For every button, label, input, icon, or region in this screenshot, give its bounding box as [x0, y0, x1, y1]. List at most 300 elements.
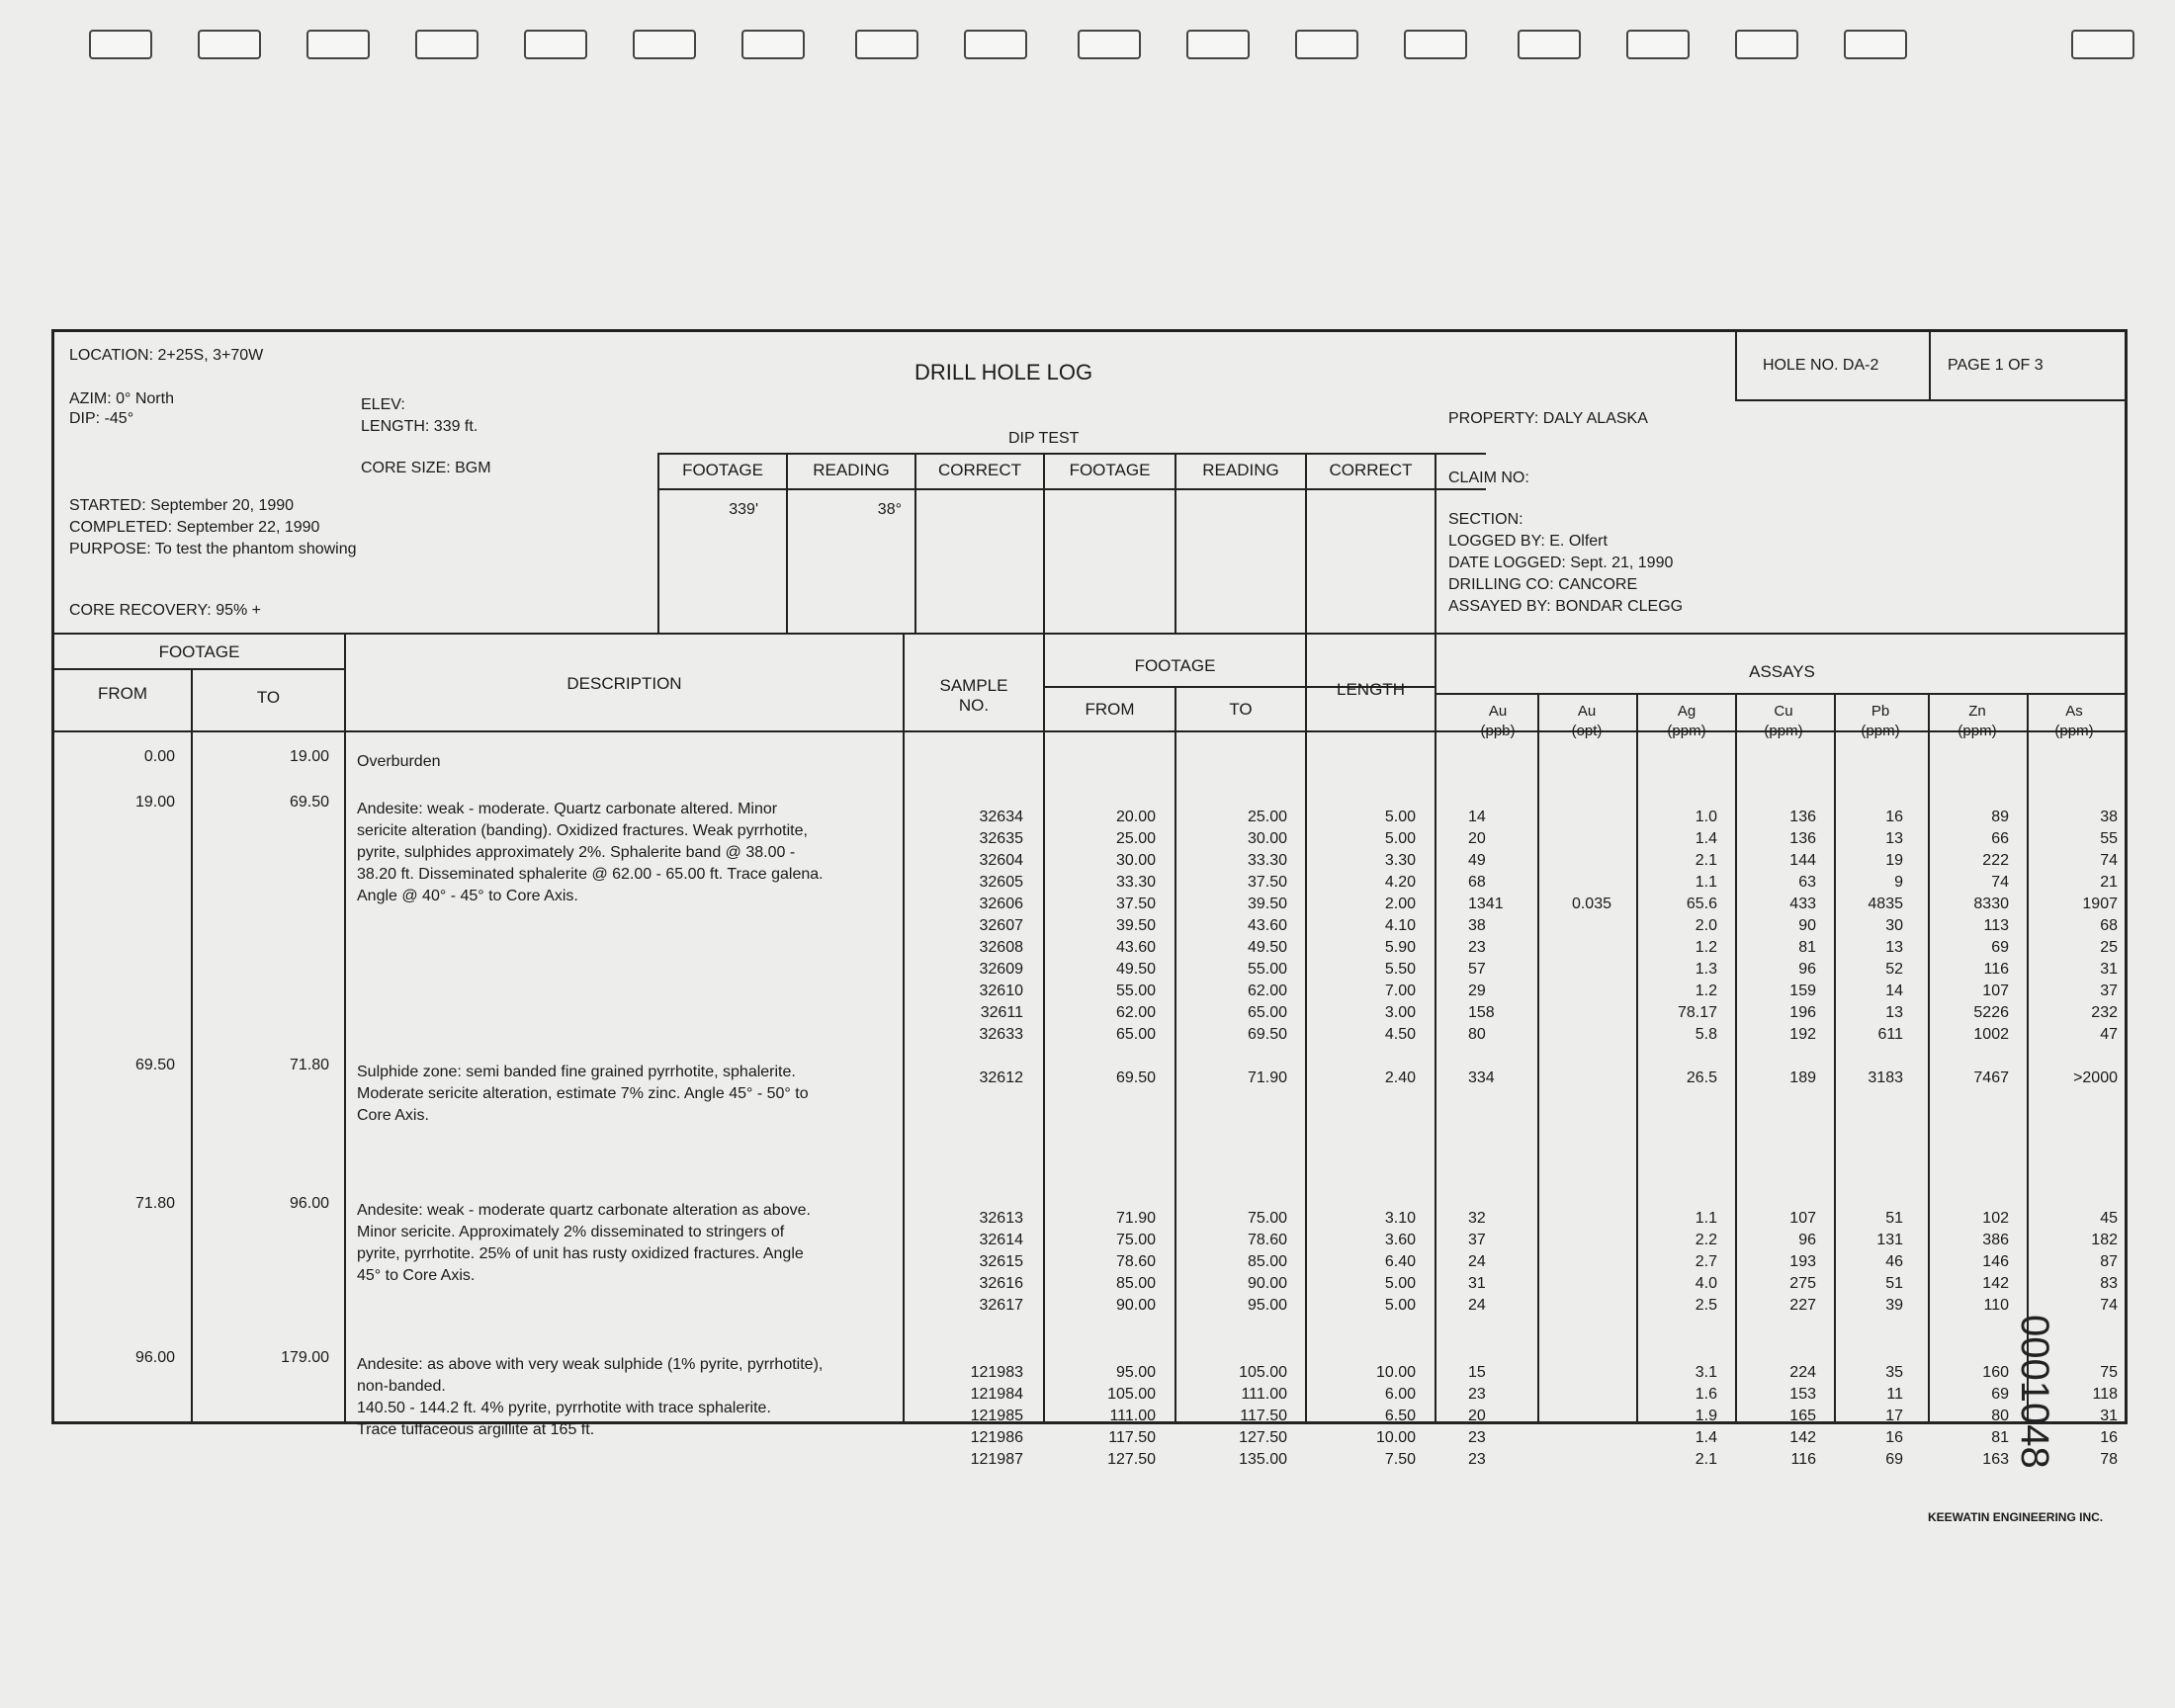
sample-col-auopt — [1542, 1068, 1611, 1089]
sample-to: 127.50 — [1239, 1429, 1287, 1446]
col-zn: Zn (ppm) — [1958, 703, 1997, 739]
sample-to: 37.50 — [1247, 874, 1287, 891]
unit-description: Overburden — [357, 753, 441, 770]
sample-ag: 3.1 — [1695, 1364, 1717, 1381]
sample-from: 127.50 — [1107, 1451, 1156, 1468]
sample-to: 69.50 — [1247, 1026, 1287, 1043]
sample-zn: 66 — [1991, 830, 2009, 847]
col-as: As (ppm) — [2054, 703, 2094, 739]
sample-no: 32605 — [979, 874, 1023, 891]
unit-description: Andesite: weak - moderate quartz carbonate alteration as above. Minor sericite. Approximately 2% disseminated to stringers of pyrite, pyrrhotite. 25% of unit has rusty oxidized fractures. Angle 45° to Core Axis. — [357, 1202, 811, 1284]
sample-no: 32614 — [979, 1232, 1023, 1248]
sample-from: 69.50 — [1115, 1069, 1156, 1086]
sample-au: 32 — [1468, 1210, 1486, 1227]
sample-zn: 107 — [1982, 982, 2009, 999]
sample-cu: 159 — [1789, 982, 1816, 999]
sample-from: 90.00 — [1115, 1297, 1156, 1314]
dip: DIP: -45° — [69, 410, 134, 427]
sample-to: 105.00 — [1239, 1364, 1287, 1381]
sample-as: 83 — [2100, 1275, 2118, 1292]
sample-zn: 81 — [1991, 1429, 2009, 1446]
sample-len: 4.50 — [1384, 1026, 1416, 1043]
unit-to: 69.50 — [289, 794, 329, 811]
sample-no: 32612 — [979, 1069, 1023, 1086]
sample-col-as — [2027, 1208, 2118, 1317]
sample-ag: 1.1 — [1695, 1210, 1717, 1227]
sample-zn: 160 — [1982, 1364, 2009, 1381]
sample-cu: 189 — [1789, 1069, 1816, 1086]
sample-cu: 136 — [1789, 809, 1816, 825]
sample-no: 32609 — [979, 961, 1023, 978]
sample-to: 65.00 — [1247, 1004, 1287, 1021]
sample-col-from — [1045, 807, 1156, 1046]
sample-ag: 1.2 — [1695, 939, 1717, 956]
sample-col-zn — [1928, 1068, 2009, 1089]
sample-as: 78 — [2100, 1451, 2118, 1468]
sample-no: 32616 — [979, 1275, 1023, 1292]
col-sample-no: SAMPLE NO. — [939, 676, 1008, 715]
sample-col-no — [944, 1208, 1023, 1317]
sample-as: 75 — [2100, 1364, 2118, 1381]
sample-auopt — [1542, 1362, 1611, 1384]
sample-col-zn — [1928, 1362, 2009, 1471]
sample-cu: 433 — [1789, 896, 1816, 912]
sample-auopt — [1542, 1295, 1611, 1317]
sample-from: 62.00 — [1115, 1004, 1156, 1021]
sample-zn: 102 — [1982, 1210, 2009, 1227]
sample-zn: 386 — [1982, 1232, 2009, 1248]
azimuth: AZIM: 0° North — [69, 390, 174, 407]
sample-cu: 96 — [1798, 1232, 1816, 1248]
sample-len: 3.10 — [1384, 1210, 1416, 1227]
sample-cu: 224 — [1789, 1364, 1816, 1381]
sample-pb: 11 — [1886, 1386, 1903, 1403]
sample-pb: 19 — [1885, 852, 1903, 869]
sample-col-ag — [1636, 1362, 1717, 1471]
sample-from: 65.00 — [1115, 1026, 1156, 1043]
sample-from: 43.60 — [1115, 939, 1156, 956]
sample-zn: 69 — [1991, 1386, 2009, 1403]
sample-to: 33.30 — [1247, 852, 1287, 869]
sample-col-no — [944, 807, 1023, 1046]
sample-to: 85.00 — [1247, 1253, 1287, 1270]
sample-to: 49.50 — [1247, 939, 1287, 956]
sample-as: 1907 — [2082, 896, 2118, 912]
sample-len: 5.00 — [1384, 1275, 1416, 1292]
sample-ag: 2.1 — [1695, 1451, 1717, 1468]
sample-col-pb — [1834, 1068, 1903, 1089]
sample-len: 5.90 — [1384, 939, 1416, 956]
sample-col-ag — [1636, 1068, 1717, 1089]
sample-no: 32634 — [979, 809, 1023, 825]
sample-ag: 1.1 — [1695, 874, 1717, 891]
sample-zn: 142 — [1982, 1275, 2009, 1292]
sample-zn: 113 — [1983, 917, 2009, 934]
sample-cu: 275 — [1789, 1275, 1816, 1292]
sample-au: 38 — [1468, 917, 1486, 934]
sample-from: 105.00 — [1107, 1386, 1156, 1403]
sample-pb: 3183 — [1868, 1069, 1903, 1086]
sample-from: 49.50 — [1115, 961, 1156, 978]
sample-ag: 1.9 — [1695, 1408, 1717, 1424]
sample-col-len — [1307, 1362, 1416, 1471]
col-from: FROM — [97, 684, 148, 703]
sample-ag: 26.5 — [1686, 1069, 1717, 1086]
sample-no: 32617 — [979, 1297, 1023, 1314]
sample-auopt — [1542, 1406, 1611, 1427]
col-au-opt: Au (opt) — [1571, 703, 1603, 739]
sample-as: 45 — [2100, 1210, 2118, 1227]
sample-ag: 2.2 — [1695, 1232, 1717, 1248]
sample-as: 74 — [2100, 1297, 2118, 1314]
unit-from: 19.00 — [134, 794, 175, 811]
location: LOCATION: 2+25S, 3+70W — [69, 347, 264, 364]
sample-from: 71.90 — [1115, 1210, 1156, 1227]
col-cu: Cu (ppm) — [1764, 703, 1803, 739]
sample-col-auopt — [1542, 1362, 1611, 1471]
sample-no: 32610 — [979, 982, 1023, 999]
sample-cu: 81 — [1798, 939, 1816, 956]
sample-to: 78.60 — [1247, 1232, 1287, 1248]
sample-ag: 65.6 — [1686, 896, 1717, 912]
sample-ag: 4.0 — [1695, 1275, 1717, 1292]
sample-len: 10.00 — [1375, 1429, 1416, 1446]
sample-no: 121986 — [970, 1429, 1023, 1446]
sample-cu: 96 — [1798, 961, 1816, 978]
sample-cu: 153 — [1789, 1386, 1816, 1403]
core-size: CORE SIZE: BGM — [361, 460, 491, 476]
unit-to: 19.00 — [289, 748, 329, 765]
col-length: LENGTH — [1337, 680, 1405, 699]
unit-description: Andesite: as above with very weak sulphide (1% pyrite, pyrrhotite), non-banded. 140.50 - 144.2 ft. 4% pyrite, pyrrhotite with trace sphalerite. Trace tuffaceous argillite at 165 ft. — [357, 1356, 824, 1438]
sample-ag: 1.0 — [1695, 809, 1717, 825]
claim-number: CLAIM NO: — [1448, 470, 1529, 486]
sample-zn: 80 — [1991, 1408, 2009, 1424]
sample-len: 6.40 — [1384, 1253, 1416, 1270]
unit-from: 0.00 — [143, 748, 175, 765]
sample-pb: 35 — [1885, 1364, 1903, 1381]
sample-to: 71.90 — [1247, 1069, 1287, 1086]
sample-len: 6.00 — [1384, 1386, 1416, 1403]
sample-no: 32613 — [979, 1210, 1023, 1227]
sample-au: 24 — [1468, 1253, 1486, 1270]
sample-from: 85.00 — [1115, 1275, 1156, 1292]
unit-from: 71.80 — [134, 1195, 175, 1212]
sample-len: 5.00 — [1384, 1297, 1416, 1314]
sample-col-ag — [1636, 807, 1717, 1046]
drilling-company: DRILLING CO: CANCORE — [1448, 576, 1638, 593]
sample-col-as — [2027, 1068, 2118, 1089]
sample-to: 111.00 — [1241, 1386, 1287, 1403]
sample-pb: 13 — [1885, 1004, 1903, 1021]
sample-col-au — [1468, 807, 1527, 1046]
sample-to: 25.00 — [1247, 809, 1287, 825]
sample-auopt — [1542, 1427, 1611, 1449]
col-sample-to: TO — [1229, 700, 1253, 719]
sample-col-no — [944, 1068, 1023, 1089]
sample-pb: 131 — [1876, 1232, 1903, 1248]
sample-zn: 163 — [1982, 1451, 2009, 1468]
sample-ag: 1.4 — [1695, 830, 1717, 847]
sample-col-auopt — [1542, 807, 1611, 1046]
sample-zn: 110 — [1983, 1297, 2009, 1314]
unit-to: 179.00 — [281, 1349, 329, 1366]
sample-as: 37 — [2100, 982, 2118, 999]
sample-as: 55 — [2100, 830, 2118, 847]
sample-auopt — [1542, 1230, 1611, 1251]
sample-no: 32615 — [979, 1253, 1023, 1270]
completed: COMPLETED: September 22, 1990 — [69, 519, 320, 536]
sample-no: 121983 — [970, 1364, 1023, 1381]
sample-auopt — [1542, 1273, 1611, 1295]
section: SECTION: — [1448, 511, 1523, 528]
sample-cu: 165 — [1789, 1408, 1816, 1424]
dip-reading-value: 38° — [877, 501, 902, 518]
sample-len: 5.00 — [1384, 809, 1416, 825]
sample-from: 75.00 — [1115, 1232, 1156, 1248]
col-assays: ASSAYS — [1749, 662, 1815, 681]
sample-col-to — [1176, 807, 1287, 1046]
sample-col-auopt — [1542, 1208, 1611, 1317]
sample-col-len — [1307, 1068, 1416, 1089]
col-footage: FOOTAGE — [158, 642, 240, 661]
sample-to: 62.00 — [1247, 982, 1287, 999]
unit-description: Andesite: weak - moderate. Quartz carbonate altered. Minor sericite alteration (banding). Oxidized fractures. Weak pyrrhotite, pyrite, sulphides approximately 2%. Sphalerite band @ 38.00 - 38.20 ft. Disseminated sphalerite @ 62.00 - 65.00 ft. Trace galena. Angle @ 40° - 45° to Core Axis. — [357, 801, 824, 904]
sample-cu: 144 — [1789, 852, 1816, 869]
sample-to: 75.00 — [1247, 1210, 1287, 1227]
sample-from: 25.00 — [1115, 830, 1156, 847]
sample-pb: 16 — [1885, 809, 1903, 825]
sample-col-zn — [1928, 807, 2009, 1046]
sample-pb: 46 — [1885, 1253, 1903, 1270]
sample-as: 31 — [2100, 961, 2118, 978]
purpose: PURPOSE: To test the phantom showing — [69, 541, 357, 557]
sample-auopt — [1542, 1068, 1611, 1089]
sample-no: 32604 — [979, 852, 1023, 869]
sample-ag: 1.3 — [1695, 961, 1717, 978]
sample-ag: 1.4 — [1695, 1429, 1717, 1446]
sample-as: 232 — [2091, 1004, 2118, 1021]
sample-ag: 1.2 — [1695, 982, 1717, 999]
logged-by: LOGGED BY: E. Olfert — [1448, 533, 1608, 550]
sample-len: 10.00 — [1375, 1364, 1416, 1381]
sample-pb: 4835 — [1868, 896, 1903, 912]
sample-as: 16 — [2100, 1429, 2118, 1446]
elevation: ELEV: — [361, 396, 405, 413]
sample-ag: 78.17 — [1677, 1004, 1717, 1021]
sample-to: 30.00 — [1247, 830, 1287, 847]
sample-as: 74 — [2100, 852, 2118, 869]
sample-ag: 2.5 — [1695, 1297, 1717, 1314]
sample-zn: 146 — [1982, 1253, 2009, 1270]
sample-from: 55.00 — [1115, 982, 1156, 999]
sample-len: 6.50 — [1384, 1408, 1416, 1424]
sample-au: 20 — [1468, 1408, 1486, 1424]
sample-pb: 611 — [1877, 1026, 1903, 1043]
sample-au: 29 — [1468, 982, 1486, 999]
sample-pb: 51 — [1885, 1275, 1903, 1292]
sample-auopt — [1542, 1384, 1611, 1406]
sample-au: 68 — [1468, 874, 1486, 891]
hole-number: HOLE NO. DA-2 — [1763, 357, 1879, 374]
sample-len: 3.30 — [1384, 852, 1416, 869]
sample-no: 32635 — [979, 830, 1023, 847]
sample-zn: 69 — [1991, 939, 2009, 956]
sample-len: 7.00 — [1384, 982, 1416, 999]
sample-no: 121987 — [970, 1451, 1023, 1468]
sample-auopt — [1542, 850, 1611, 872]
core-recovery: CORE RECOVERY: 95% + — [69, 602, 261, 619]
sample-au: 14 — [1468, 809, 1486, 825]
dip-test-title: DIP TEST — [1008, 430, 1080, 447]
sample-col-au — [1468, 1362, 1527, 1471]
sample-as: 118 — [2092, 1386, 2118, 1403]
sample-auopt — [1542, 1002, 1611, 1024]
sample-auopt — [1542, 1208, 1611, 1230]
col-pb: Pb (ppm) — [1861, 703, 1900, 739]
sample-au: 23 — [1468, 939, 1486, 956]
sample-zn: 7467 — [1973, 1069, 2009, 1086]
sample-zn: 5226 — [1973, 1004, 2009, 1021]
date-logged: DATE LOGGED: Sept. 21, 1990 — [1448, 555, 1674, 571]
sample-as: 68 — [2100, 917, 2118, 934]
sample-as: 47 — [2100, 1026, 2118, 1043]
sample-au: 80 — [1468, 1026, 1486, 1043]
sample-col-pb — [1834, 1362, 1903, 1471]
sample-as: 38 — [2100, 809, 2118, 825]
sample-to: 39.50 — [1247, 896, 1287, 912]
sample-col-cu — [1735, 1362, 1816, 1471]
dip-col-footage-2: FOOTAGE — [1069, 461, 1151, 479]
dip-col-correct-2: CORRECT — [1329, 461, 1413, 479]
sample-as: 87 — [2100, 1253, 2118, 1270]
sample-zn: 89 — [1991, 809, 2009, 825]
unit-from: 96.00 — [134, 1349, 175, 1366]
sample-pb: 30 — [1885, 917, 1903, 934]
col-sample-footage: FOOTAGE — [1134, 656, 1216, 675]
sample-au: 1341 — [1468, 896, 1504, 912]
sample-cu: 142 — [1789, 1429, 1816, 1446]
sample-au: 57 — [1468, 961, 1486, 978]
sample-col-to — [1176, 1362, 1287, 1471]
dip-col-reading-1: READING — [813, 461, 890, 479]
sample-zn: 8330 — [1973, 896, 2009, 912]
sample-zn: 1002 — [1973, 1026, 2009, 1043]
sample-au: 20 — [1468, 830, 1486, 847]
sample-pb: 16 — [1885, 1429, 1903, 1446]
hole-length: LENGTH: 339 ft. — [361, 418, 478, 435]
dip-col-footage-1: FOOTAGE — [682, 461, 763, 479]
sample-cu: 196 — [1789, 1004, 1816, 1021]
sample-auopt — [1542, 1251, 1611, 1273]
sample-from: 39.50 — [1115, 917, 1156, 934]
sample-auopt — [1542, 807, 1611, 828]
sample-from: 111.00 — [1109, 1408, 1156, 1424]
sample-no: 32608 — [979, 939, 1023, 956]
sample-pb: 14 — [1885, 982, 1903, 999]
sample-col-len — [1307, 1208, 1416, 1317]
sample-len: 5.00 — [1384, 830, 1416, 847]
sample-cu: 136 — [1789, 830, 1816, 847]
unit-to: 96.00 — [289, 1195, 329, 1212]
started: STARTED: September 20, 1990 — [69, 497, 295, 514]
sample-no: 32633 — [979, 1026, 1023, 1043]
sample-pb: 9 — [1894, 874, 1903, 891]
sample-from: 78.60 — [1115, 1253, 1156, 1270]
sample-ag: 2.1 — [1695, 852, 1717, 869]
sample-auopt: 0.035 — [1571, 896, 1611, 912]
sample-au: 23 — [1468, 1451, 1486, 1468]
drill-hole-log-sheet — [51, 329, 2128, 1468]
sample-len: 3.60 — [1384, 1232, 1416, 1248]
sample-cu: 192 — [1789, 1026, 1816, 1043]
sample-col-as — [2027, 807, 2118, 1046]
sample-au: 334 — [1468, 1069, 1495, 1086]
sample-auopt — [1542, 959, 1611, 981]
sample-pb: 13 — [1885, 939, 1903, 956]
sample-col-len — [1307, 807, 1416, 1046]
sample-to: 135.00 — [1239, 1451, 1287, 1468]
sample-au: 49 — [1468, 852, 1486, 869]
sample-au: 158 — [1468, 1004, 1495, 1021]
sample-pb: 13 — [1885, 830, 1903, 847]
sample-from: 20.00 — [1115, 809, 1156, 825]
unit-description: Sulphide zone: semi banded fine grained pyrrhotite, sphalerite. Moderate sericite alteration, estimate 7% zinc. Angle 45° - 50° to Core Axis. — [357, 1064, 809, 1124]
sample-zn: 74 — [1991, 874, 2009, 891]
sample-len: 5.50 — [1384, 961, 1416, 978]
sample-to: 117.50 — [1240, 1408, 1287, 1424]
sample-col-cu — [1735, 807, 1816, 1046]
dip-footage-value: 339' — [729, 501, 758, 518]
sample-col-cu — [1735, 1208, 1816, 1317]
sample-auopt — [1542, 915, 1611, 937]
sample-col-zn — [1928, 1208, 2009, 1317]
property: PROPERTY: DALY ALASKA — [1448, 410, 1648, 427]
sample-cu: 227 — [1789, 1297, 1816, 1314]
sample-as: >2000 — [2073, 1069, 2118, 1086]
document-stamp: 0001048 — [2013, 1315, 2056, 1469]
dip-col-reading-2: READING — [1202, 461, 1279, 479]
sample-from: 95.00 — [1115, 1364, 1156, 1381]
sample-au: 23 — [1468, 1429, 1486, 1446]
dip-col-correct-1: CORRECT — [937, 461, 1022, 479]
sample-from: 33.30 — [1115, 874, 1156, 891]
col-description: DESCRIPTION — [566, 674, 682, 693]
sample-as: 31 — [2100, 1408, 2118, 1424]
sample-to: 95.00 — [1247, 1297, 1287, 1314]
sample-to: 43.60 — [1247, 917, 1287, 934]
page-title: DRILL HOLE LOG — [914, 360, 1093, 384]
sample-pb: 52 — [1885, 961, 1903, 978]
sample-col-to — [1176, 1208, 1287, 1317]
unit-to: 71.80 — [289, 1057, 329, 1073]
sample-no: 32607 — [979, 917, 1023, 934]
sample-len: 2.40 — [1384, 1069, 1416, 1086]
sample-col-pb — [1834, 1208, 1903, 1317]
sample-au: 23 — [1468, 1386, 1486, 1403]
sample-as: 25 — [2100, 939, 2118, 956]
col-to: TO — [256, 688, 281, 707]
sample-col-to — [1176, 1068, 1287, 1089]
sample-ag: 2.7 — [1695, 1253, 1717, 1270]
sample-from: 30.00 — [1115, 852, 1156, 869]
sample-au: 37 — [1468, 1232, 1486, 1248]
sample-col-au — [1468, 1208, 1527, 1317]
col-au-ppb: Au (ppb) — [1480, 703, 1516, 739]
sample-to: 90.00 — [1247, 1275, 1287, 1292]
sample-col-au — [1468, 1068, 1527, 1089]
sample-cu: 107 — [1789, 1210, 1816, 1227]
